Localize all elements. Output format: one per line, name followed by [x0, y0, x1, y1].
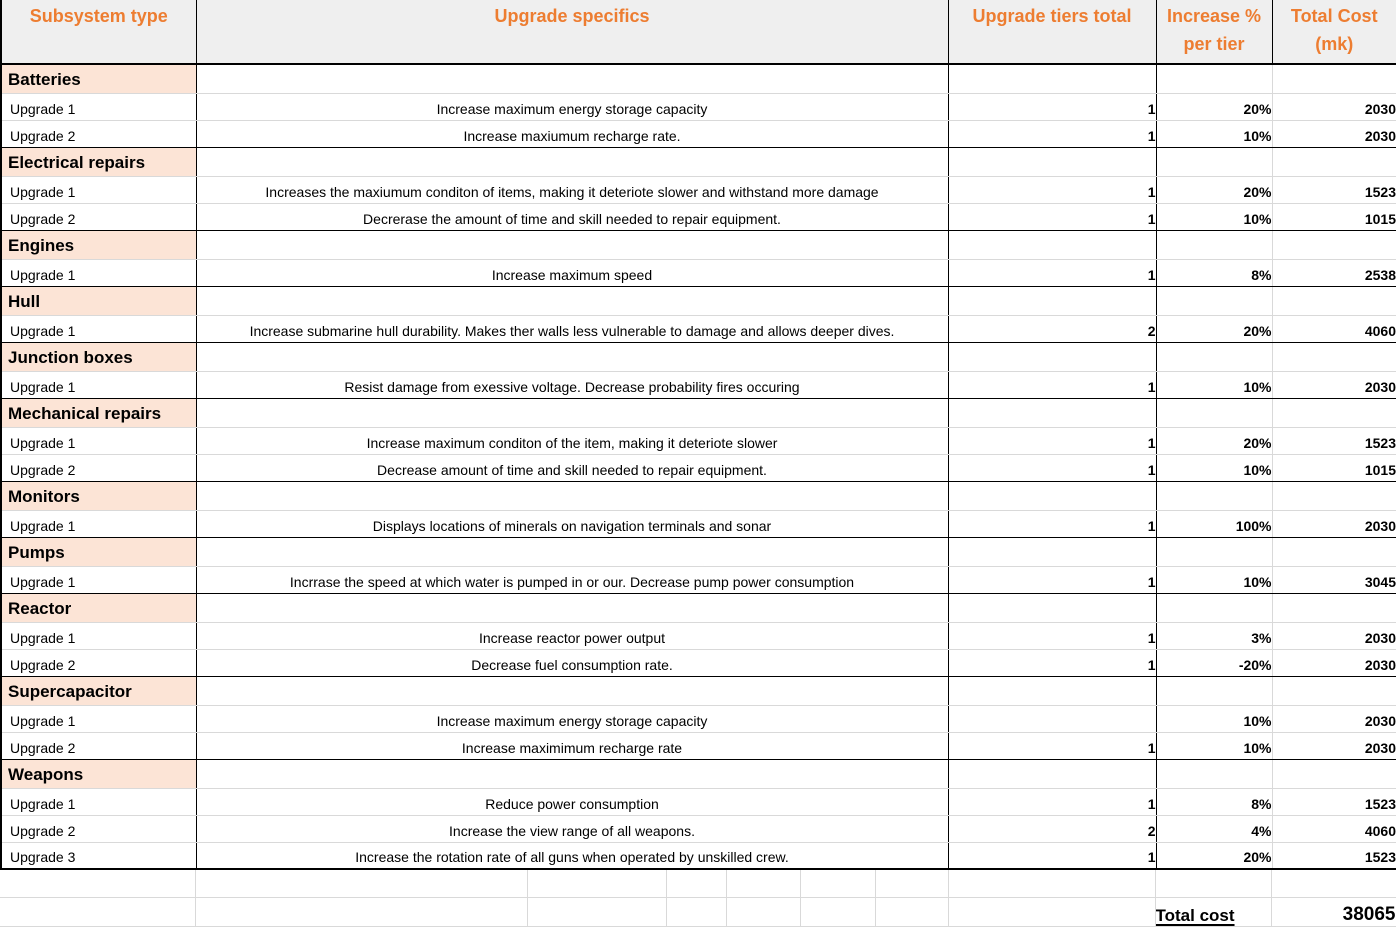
upgrade-cost-cell[interactable]: 2030 [1272, 120, 1396, 147]
header-upgrade-specifics[interactable]: Upgrade specifics [196, 0, 948, 64]
total-cost-row [0, 897, 1396, 926]
grid-cell[interactable] [800, 897, 875, 926]
grid-cell[interactable] [527, 897, 666, 926]
empty-cell[interactable] [1272, 537, 1396, 566]
empty-grid-row [0, 870, 1396, 897]
upgrade-cost-cell[interactable]: 2030 [1272, 510, 1396, 537]
upgrade-increase-cell[interactable]: 10% [1156, 732, 1272, 759]
grid-cell[interactable] [666, 897, 726, 926]
section-row [1, 286, 1396, 315]
section-name-cell[interactable]: Junction boxes [1, 342, 196, 371]
upgrade-label-cell[interactable]: Upgrade 1 [1, 315, 196, 342]
upgrade-increase-cell[interactable]: 8% [1156, 259, 1272, 286]
upgrade-tiers-cell[interactable]: 1 [948, 732, 1156, 759]
upgrade-increase-cell[interactable]: 10% [1156, 203, 1272, 230]
section-row [1, 537, 1396, 566]
upgrade-cost-cell[interactable]: 1523 [1272, 842, 1396, 869]
upgrade-label-cell[interactable]: Upgrade 2 [1, 203, 196, 230]
grid-cell[interactable] [875, 870, 948, 897]
upgrade-row [1, 815, 1396, 842]
upgrade-row [1, 788, 1396, 815]
empty-cell[interactable] [948, 147, 1156, 176]
empty-cell[interactable] [948, 593, 1156, 622]
upgrade-tiers-cell[interactable]: 1 [948, 622, 1156, 649]
upgrade-specifics-cell[interactable]: Increases the maxiumum conditon of items, making it deteriote slower and withstand more damage [196, 176, 948, 203]
upgrade-cost-cell[interactable]: 4060 [1272, 315, 1396, 342]
empty-cell[interactable] [1272, 398, 1396, 427]
upgrade-tiers-cell[interactable]: 1 [948, 259, 1156, 286]
upgrade-label-cell[interactable]: Upgrade 1 [1, 93, 196, 120]
section-row [1, 481, 1396, 510]
upgrade-tiers-cell[interactable]: 1 [948, 566, 1156, 593]
empty-cell[interactable] [1156, 342, 1272, 371]
empty-cell[interactable] [1156, 230, 1272, 259]
section-row [1, 676, 1396, 705]
grid-cell[interactable] [948, 870, 1155, 897]
upgrade-cost-cell[interactable]: 4060 [1272, 815, 1396, 842]
upgrade-specifics-cell[interactable]: Decrease amount of time and skill needed to repair equipment. [196, 454, 948, 481]
section-name-cell[interactable]: Batteries [1, 64, 196, 93]
header-upgrade-tiers-total[interactable]: Upgrade tiers total [948, 0, 1156, 64]
upgrade-row [1, 622, 1396, 649]
table-body [1, 64, 1396, 869]
empty-cell[interactable] [1272, 759, 1396, 788]
empty-cell[interactable] [196, 64, 948, 93]
upgrade-cost-cell[interactable]: 1015 [1272, 454, 1396, 481]
empty-cell[interactable] [196, 230, 948, 259]
upgrade-specifics-cell[interactable]: Decrerase the amount of time and skill needed to repair equipment. [196, 203, 948, 230]
upgrade-cost-cell[interactable]: 1523 [1272, 176, 1396, 203]
upgrade-cost-cell[interactable]: 2030 [1272, 705, 1396, 732]
upgrade-increase-cell[interactable]: 10% [1156, 566, 1272, 593]
empty-cell[interactable] [196, 676, 948, 705]
empty-cell[interactable] [1156, 593, 1272, 622]
upgrade-cost-cell[interactable]: 2030 [1272, 649, 1396, 676]
upgrade-specifics-cell[interactable]: Increase maximum energy storage capacity [196, 93, 948, 120]
upgrade-cost-cell[interactable]: 2030 [1272, 371, 1396, 398]
empty-cell[interactable] [1272, 147, 1396, 176]
section-row [1, 64, 1396, 93]
grid-cell[interactable] [1271, 870, 1396, 897]
grid-cell[interactable] [875, 897, 948, 926]
upgrade-row [1, 259, 1396, 286]
upgrade-increase-cell[interactable]: 10% [1156, 454, 1272, 481]
empty-cell[interactable] [1272, 481, 1396, 510]
empty-cell[interactable] [1272, 342, 1396, 371]
upgrade-label-cell[interactable]: Upgrade 2 [1, 649, 196, 676]
section-name-cell[interactable]: Mechanical repairs [1, 398, 196, 427]
upgrade-cost-cell[interactable]: 2030 [1272, 93, 1396, 120]
upgrade-cost-cell[interactable]: 2030 [1272, 732, 1396, 759]
empty-cell[interactable] [196, 147, 948, 176]
upgrade-tiers-cell[interactable]: 2 [948, 815, 1156, 842]
empty-cell[interactable] [948, 230, 1156, 259]
empty-cell[interactable] [1272, 593, 1396, 622]
upgrade-row [1, 93, 1396, 120]
upgrade-specifics-cell[interactable]: Increase reactor power output [196, 622, 948, 649]
upgrade-label-cell[interactable]: Upgrade 2 [1, 732, 196, 759]
upgrade-label-cell[interactable]: Upgrade 1 [1, 371, 196, 398]
empty-cell[interactable] [1272, 676, 1396, 705]
empty-cell[interactable] [948, 676, 1156, 705]
empty-cell[interactable] [196, 286, 948, 315]
empty-cell[interactable] [196, 759, 948, 788]
grid-cell[interactable] [800, 870, 875, 897]
section-name-cell[interactable]: Reactor [1, 593, 196, 622]
upgrade-tiers-cell[interactable]: 1 [948, 649, 1156, 676]
upgrade-row [1, 732, 1396, 759]
upgrade-cost-cell[interactable]: 1523 [1272, 788, 1396, 815]
section-row [1, 147, 1396, 176]
upgrade-specifics-cell[interactable]: Increase maximimum recharge rate [196, 732, 948, 759]
empty-cell[interactable] [1156, 481, 1272, 510]
section-row [1, 230, 1396, 259]
upgrade-increase-cell[interactable]: 10% [1156, 371, 1272, 398]
grid-cell[interactable] [195, 870, 527, 897]
upgrade-row [1, 842, 1396, 869]
section-row [1, 398, 1396, 427]
upgrade-specifics-cell[interactable]: Displays locations of minerals on navigation terminals and sonar [196, 510, 948, 537]
upgrade-label-cell[interactable]: Upgrade 2 [1, 454, 196, 481]
upgrade-increase-cell[interactable]: 3% [1156, 622, 1272, 649]
upgrade-specifics-cell[interactable]: Increase the view range of all weapons. [196, 815, 948, 842]
upgrade-label-cell[interactable]: Upgrade 1 [1, 788, 196, 815]
empty-cell[interactable] [196, 593, 948, 622]
section-name-cell[interactable]: Engines [1, 230, 196, 259]
empty-cell[interactable] [948, 481, 1156, 510]
upgrade-cost-cell[interactable]: 1523 [1272, 427, 1396, 454]
upgrade-increase-cell[interactable]: 4% [1156, 815, 1272, 842]
total-cost-label-cell[interactable]: Total cost [1155, 897, 1271, 926]
empty-cell[interactable] [196, 481, 948, 510]
upgrade-cost-cell[interactable]: 3045 [1272, 566, 1396, 593]
empty-cell[interactable] [948, 286, 1156, 315]
empty-cell[interactable] [1272, 64, 1396, 93]
upgrade-specifics-cell[interactable]: Resist damage from exessive voltage. Decrease probability fires occuring [196, 371, 948, 398]
section-name-cell[interactable]: Pumps [1, 537, 196, 566]
grid-cell[interactable] [0, 897, 195, 926]
empty-cell[interactable] [948, 759, 1156, 788]
upgrade-label-cell[interactable]: Upgrade 2 [1, 120, 196, 147]
upgrade-tiers-cell[interactable]: 1 [948, 454, 1156, 481]
upgrade-row [1, 566, 1396, 593]
upgrade-increase-cell[interactable]: 20% [1156, 93, 1272, 120]
header-subsystem-type[interactable]: Subsystem type [1, 0, 196, 64]
empty-cell[interactable] [1156, 286, 1272, 315]
upgrade-label-cell[interactable]: Upgrade 1 [1, 510, 196, 537]
empty-cell[interactable] [196, 398, 948, 427]
upgrade-tiers-cell[interactable]: 1 [948, 120, 1156, 147]
section-name-cell[interactable]: Hull [1, 286, 196, 315]
empty-cell[interactable] [1156, 64, 1272, 93]
upgrade-specifics-cell[interactable]: Reduce power consumption [196, 788, 948, 815]
upgrade-tiers-cell[interactable]: 1 [948, 427, 1156, 454]
upgrade-specifics-cell[interactable]: Increase maxiumum recharge rate. [196, 120, 948, 147]
upgrade-tiers-cell[interactable]: 1 [948, 93, 1156, 120]
upgrade-increase-cell[interactable]: 20% [1156, 842, 1272, 869]
upgrade-row [1, 315, 1396, 342]
table-header-row [1, 0, 1396, 64]
section-name-cell[interactable]: Supercapacitor [1, 676, 196, 705]
upgrade-specifics-cell[interactable]: Increase the rotation rate of all guns when operated by unskilled crew. [196, 842, 948, 869]
grid-cell[interactable] [1155, 870, 1271, 897]
upgrade-cost-cell[interactable]: 1015 [1272, 203, 1396, 230]
total-cost-value-cell[interactable]: 38065 [1271, 897, 1396, 926]
empty-cell[interactable] [1156, 676, 1272, 705]
upgrade-row [1, 454, 1396, 481]
section-row [1, 759, 1396, 788]
upgrade-row [1, 176, 1396, 203]
empty-cell[interactable] [1156, 147, 1272, 176]
grid-cell[interactable] [726, 897, 800, 926]
upgrade-tiers-cell[interactable] [948, 705, 1156, 732]
empty-cell[interactable] [1156, 398, 1272, 427]
upgrade-increase-cell[interactable]: 8% [1156, 788, 1272, 815]
upgrade-label-cell[interactable]: Upgrade 1 [1, 566, 196, 593]
grid-cell[interactable] [726, 870, 800, 897]
upgrade-increase-cell[interactable]: 100% [1156, 510, 1272, 537]
upgrade-tiers-cell[interactable]: 1 [948, 371, 1156, 398]
upgrade-label-cell[interactable]: Upgrade 2 [1, 815, 196, 842]
grid-cell[interactable] [0, 870, 195, 897]
empty-cell[interactable] [1156, 759, 1272, 788]
upgrade-row [1, 120, 1396, 147]
section-name-cell[interactable]: Monitors [1, 481, 196, 510]
upgrade-increase-cell[interactable]: 10% [1156, 705, 1272, 732]
upgrade-increase-cell[interactable]: 20% [1156, 427, 1272, 454]
empty-cell[interactable] [1272, 230, 1396, 259]
upgrade-tiers-cell[interactable]: 2 [948, 315, 1156, 342]
upgrade-tiers-cell[interactable]: 1 [948, 176, 1156, 203]
empty-cell[interactable] [1156, 537, 1272, 566]
empty-cell[interactable] [948, 537, 1156, 566]
section-name-cell[interactable]: Weapons [1, 759, 196, 788]
upgrade-row [1, 427, 1396, 454]
upgrade-specifics-cell[interactable]: Increase maximum conditon of the item, making it deteriote slower [196, 427, 948, 454]
empty-cell[interactable] [948, 64, 1156, 93]
upgrade-specifics-cell[interactable]: Increase maximum speed [196, 259, 948, 286]
upgrade-specifics-cell[interactable]: Incrrase the speed at which water is pumped in or our. Decrease pump power consumption [196, 566, 948, 593]
grid-cell[interactable] [195, 897, 527, 926]
upgrade-cost-cell[interactable]: 2538 [1272, 259, 1396, 286]
upgrade-specifics-cell[interactable]: Increase maximum energy storage capacity [196, 705, 948, 732]
upgrade-row [1, 649, 1396, 676]
upgrade-tiers-cell[interactable]: 1 [948, 510, 1156, 537]
upgrade-row [1, 705, 1396, 732]
header-increase-per-tier[interactable]: Increase % per tier [1156, 0, 1272, 64]
upgrade-cost-cell[interactable]: 2030 [1272, 622, 1396, 649]
empty-cell[interactable] [948, 398, 1156, 427]
header-total-cost[interactable]: Total Cost (mk) [1272, 0, 1396, 64]
upgrade-row [1, 510, 1396, 537]
upgrade-label-cell[interactable]: Upgrade 1 [1, 176, 196, 203]
upgrade-label-cell[interactable]: Upgrade 1 [1, 259, 196, 286]
upgrade-increase-cell[interactable]: 20% [1156, 176, 1272, 203]
section-row [1, 593, 1396, 622]
upgrade-specifics-cell[interactable]: Increase submarine hull durability. Makes ther walls less vulnerable to damage and allows deeper dives. [196, 315, 948, 342]
upgrade-specifics-cell[interactable]: Decrease fuel consumption rate. [196, 649, 948, 676]
upgrade-label-cell[interactable]: Upgrade 3 [1, 842, 196, 869]
empty-cell[interactable] [948, 342, 1156, 371]
upgrade-increase-cell[interactable]: 20% [1156, 315, 1272, 342]
empty-cell[interactable] [196, 537, 948, 566]
upgrade-label-cell[interactable]: Upgrade 1 [1, 705, 196, 732]
grid-cell[interactable] [527, 870, 666, 897]
upgrade-increase-cell[interactable]: 10% [1156, 120, 1272, 147]
section-name-cell[interactable]: Electrical repairs [1, 147, 196, 176]
upgrade-tiers-cell[interactable]: 1 [948, 842, 1156, 869]
grid-cell[interactable] [666, 870, 726, 897]
upgrade-row [1, 203, 1396, 230]
upgrade-tiers-cell[interactable]: 1 [948, 788, 1156, 815]
upgrade-tiers-cell[interactable]: 1 [948, 203, 1156, 230]
upgrade-label-cell[interactable]: Upgrade 1 [1, 427, 196, 454]
empty-cell[interactable] [196, 342, 948, 371]
bottom-grid [0, 870, 1396, 927]
grid-cell[interactable] [948, 897, 1155, 926]
section-row [1, 342, 1396, 371]
upgrade-row [1, 371, 1396, 398]
empty-cell[interactable] [1272, 286, 1396, 315]
upgrade-label-cell[interactable]: Upgrade 1 [1, 622, 196, 649]
upgrade-increase-cell[interactable]: -20% [1156, 649, 1272, 676]
